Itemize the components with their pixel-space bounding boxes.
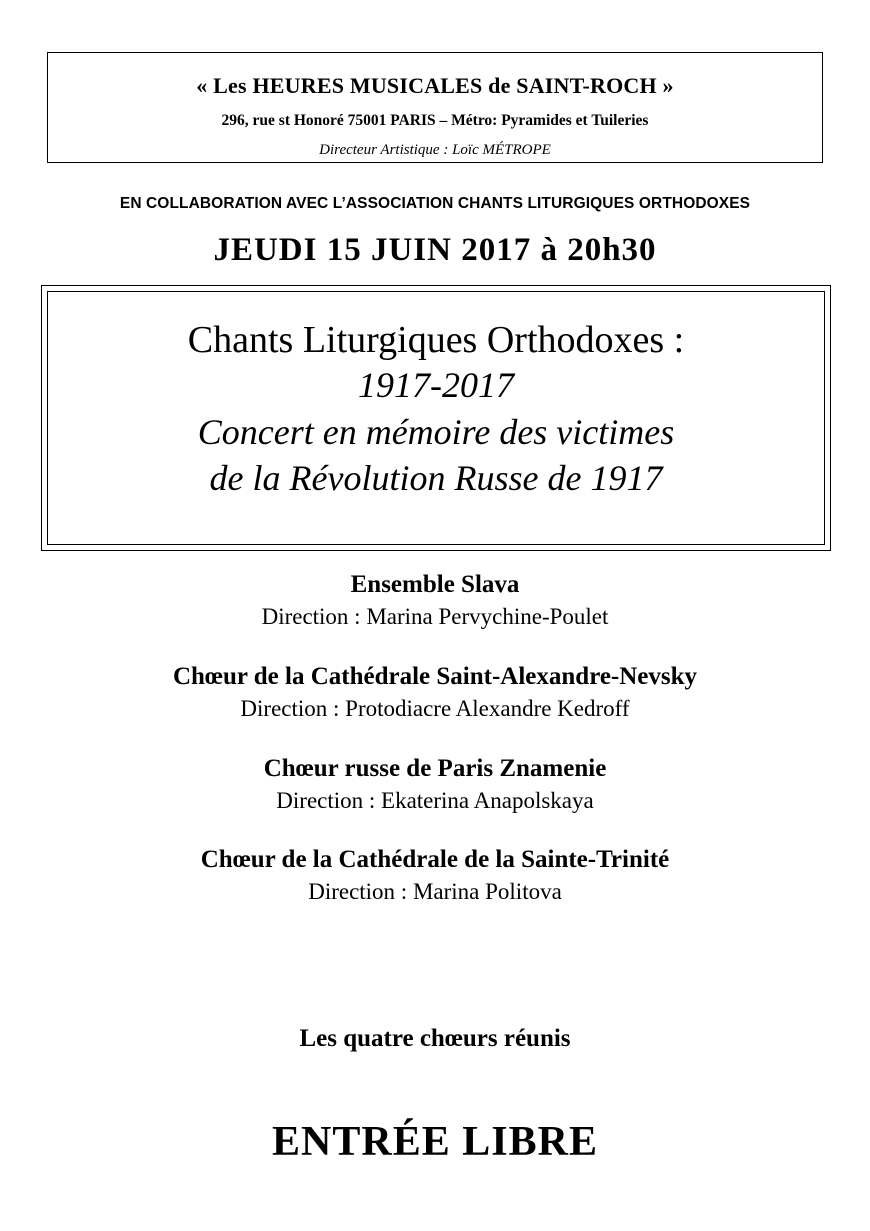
list-item bbox=[0, 754, 870, 816]
performer-name: Ensemble Slava bbox=[350, 571, 520, 598]
list-item bbox=[0, 570, 870, 632]
title-box-inner bbox=[47, 291, 825, 545]
performer-direction: Direction : Ekaterina Anapolskaya bbox=[276, 787, 594, 813]
list-item bbox=[0, 845, 870, 907]
venue-address: 296, rue st Honoré 75001 PARIS – Métro: Pyramides et Tuileries bbox=[221, 112, 649, 129]
event-date-line: JEUDI 15 JUIN 2017 à 20h30 bbox=[213, 232, 657, 268]
venue-title: « Les HEURES MUSICALES de SAINT-ROCH » bbox=[196, 73, 674, 98]
concert-subtitle-line2: de la Révolution Russe de 1917 bbox=[209, 457, 663, 498]
concert-title: Chants Liturgiques Orthodoxes : bbox=[187, 319, 685, 361]
performers-list bbox=[0, 570, 870, 937]
list-item bbox=[0, 662, 870, 724]
collaboration-line: EN COLLABORATION AVEC L’ASSOCIATION CHANTS LITURGIQUES ORTHODOXES bbox=[119, 195, 751, 212]
performer-direction: Direction : Protodiacre Alexandre Kedroff bbox=[240, 695, 630, 721]
combined-choirs-note: Les quatre chœurs réunis bbox=[299, 1025, 571, 1052]
venue-header-box bbox=[47, 52, 823, 163]
venue-artistic-director: Directeur Artistique : Loïc MÉTROPE bbox=[319, 142, 551, 158]
free-entry-notice: ENTRÉE LIBRE bbox=[272, 1119, 598, 1165]
performer-direction: Direction : Marina Pervychine-Poulet bbox=[261, 604, 609, 629]
performer-direction: Direction : Marina Politova bbox=[308, 879, 562, 905]
title-box-outer bbox=[41, 285, 831, 551]
concert-subtitle-line1: Concert en mémoire des victimes bbox=[197, 412, 675, 453]
performer-name: Chœur de la Cathédrale de la Sainte-Trinité bbox=[200, 846, 670, 874]
performer-name: Chœur de la Cathédrale Saint-Alexandre-Nevsky bbox=[172, 662, 698, 690]
performer-name: Chœur russe de Paris Znamenie bbox=[263, 754, 607, 782]
concert-years: 1917-2017 bbox=[358, 364, 514, 405]
